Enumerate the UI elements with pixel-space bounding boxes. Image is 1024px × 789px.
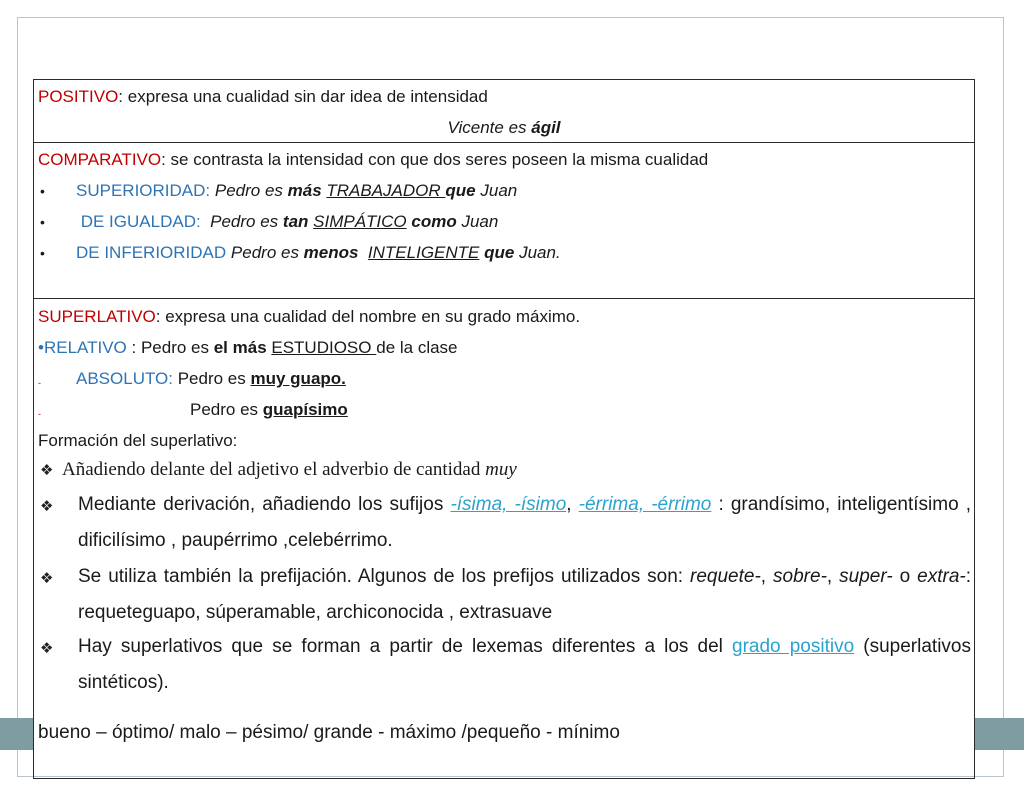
- positivo-example: Vicente es ágil: [447, 118, 561, 137]
- diamond-icon: ❖: [40, 570, 54, 587]
- positivo-label: POSITIVO: [38, 87, 119, 106]
- comparativo-label: COMPARATIVO: [38, 150, 162, 169]
- comparativo-line: [38, 149, 708, 171]
- positivo-line: [38, 86, 488, 108]
- superlativo-desc: : expresa una cualidad del nombre en su grado máximo.: [155, 307, 581, 326]
- diamond-icon: ❖: [40, 640, 54, 657]
- superlativo-cell: SUPERLATIVO: expresa una cualidad del nombre en su grado máximo. •RELATIVO : Pedro es el más ESTUDIOSO de la clase - ABSOLUTO: Pedro es muy guapo. - Pedro es guapísimo Formación del superlativo: ❖ Añadiendo delante del adjetivo el adverbio de cantidad muy ❖ Mediante derivación, añadiendo los sufijos -ísima, -ísimo, -érrima, -érrimo : grandísimo, inteligentísimo , dificilísimo , paupérrimo ,celebérrimo. ❖ Se utiliza también la prefijación. Algunos de los prefijos utilizados son: requete-, sobre-, super- o extra-: requeteguapo, súperamable, archiconocida , extrasuave ❖ Hay superlativos que se forman a partir de lexemas diferentes a los del grado positivo (superlativos sintéticos).: [38, 307, 972, 693]
- superlativo-label: SUPERLATIVO: [38, 307, 156, 326]
- positivo-cell: [34, 80, 974, 143]
- bottom-band: [0, 718, 1024, 750]
- superlativo-line: [38, 306, 580, 328]
- diamond-icon: ❖: [40, 463, 54, 479]
- bottom-line: [33, 718, 975, 750]
- comparativo-cell: COMPARATIVO: se contrasta la intensidad con que dos seres poseen la misma cualidad • SUPERIORIDAD: Pedro es más TRABAJADOR que Juan • DE IGUALDAD: Pedro es tan SIMPÁTICO como Juan • DE INFERIORIDAD Pedro es menos INTELIGENTE que Juan.: [34, 143, 974, 299]
- suffix-link-errimo[interactable]: -érrima, -érrimo: [578, 494, 712, 515]
- bullet-icon: •: [40, 183, 45, 199]
- suffix-link-isimo[interactable]: -ísima, -ísimo: [450, 494, 567, 515]
- grades-table: [33, 79, 975, 779]
- dash-icon: -: [38, 409, 41, 419]
- comparativo-desc: : se contrasta la intensidad con que dos seres poseen la misma cualidad: [161, 150, 709, 169]
- dash-icon: -: [38, 378, 41, 388]
- diamond-icon: ❖: [40, 498, 54, 515]
- bullet-icon: •: [40, 214, 45, 230]
- bullet-icon: •: [40, 245, 45, 261]
- grado-positivo-link[interactable]: grado positivo: [732, 636, 855, 657]
- positivo-desc: : expresa una cualidad sin dar idea de intensidad: [118, 87, 488, 106]
- synthetic-examples: bueno – óptimo/ malo – pésimo/ grande - máximo /pequeño - mínimo: [38, 722, 620, 743]
- relativo-line: •RELATIVO : Pedro es el más ESTUDIOSO de la clase: [38, 338, 458, 357]
- formacion-heading: Formación del superlativo:: [38, 431, 238, 450]
